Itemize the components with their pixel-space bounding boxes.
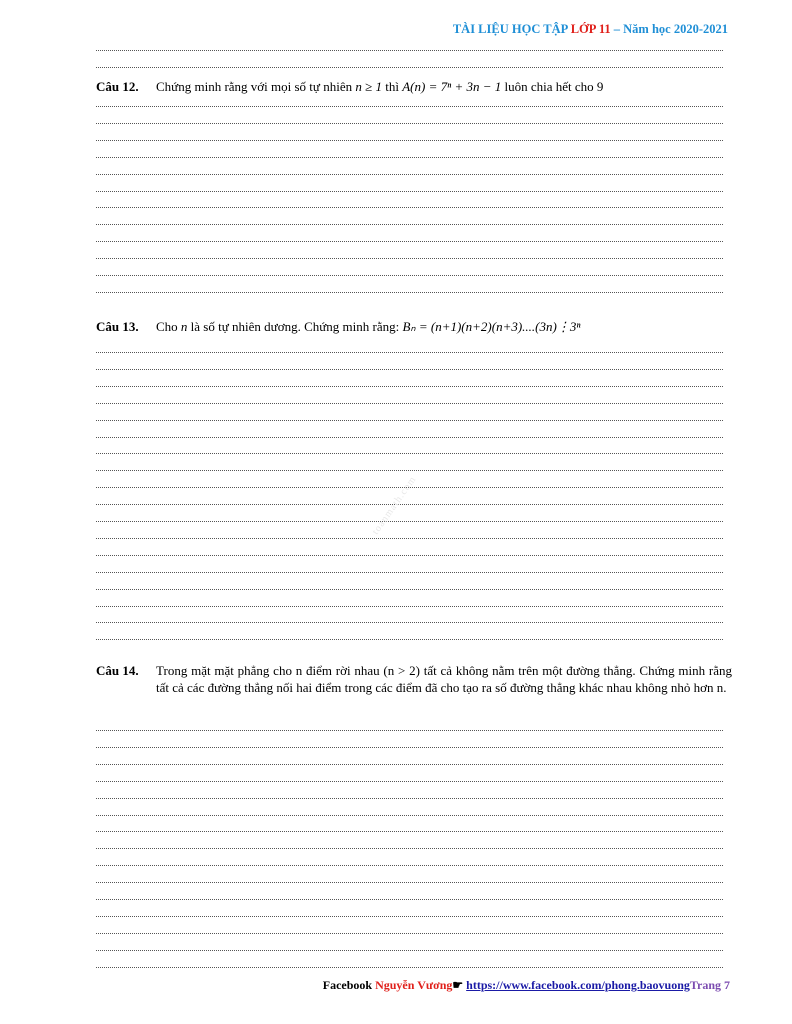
header-title: TÀI LIỆU HỌC TẬP — [452, 22, 568, 36]
answer-line — [96, 123, 723, 124]
question-text: Chứng minh rằng với mọi số tự nhiên — [156, 79, 353, 94]
answer-line — [96, 781, 723, 782]
answer-line — [96, 882, 723, 883]
answer-line — [96, 747, 723, 748]
question-text: là số tự nhiên dương. Chứng minh rằng: — [190, 319, 400, 334]
math-expression: n ≥ 1 — [355, 79, 382, 94]
answer-line — [96, 369, 723, 370]
math-expression: n — [180, 319, 188, 334]
answer-line — [96, 470, 723, 471]
answer-line — [96, 865, 723, 866]
answer-line — [96, 622, 723, 623]
answer-line — [96, 157, 723, 158]
question-label: Câu 13. — [96, 319, 139, 334]
answer-line — [96, 292, 723, 293]
answer-line — [96, 916, 723, 917]
question-13 — [96, 318, 732, 335]
answer-line — [96, 437, 723, 438]
answer-line — [96, 589, 723, 590]
answer-line — [96, 207, 723, 208]
answer-line — [96, 174, 723, 175]
answer-line — [96, 848, 723, 849]
answer-line — [96, 764, 723, 765]
answer-line — [96, 639, 723, 640]
answer-line — [96, 815, 723, 816]
question-text: luôn chia hết cho 9 — [504, 79, 604, 94]
question-label: Câu 12. — [96, 79, 139, 94]
answer-line — [96, 140, 723, 141]
math-expression: A(n) = 7ⁿ + 3n − 1 — [402, 79, 502, 94]
answer-line — [96, 352, 723, 353]
answer-line — [96, 967, 723, 968]
question-text: Trong mặt mặt phẳng cho n điểm rời nhau (n > 2) tất cả không nằm trên một đường thẳng. Chứng minh rằng tất cả các đường thẳng nối hai điểm trong các điểm đã cho tạo ra số đường thẳng khác nhau không nhỏ hơn n. — [156, 663, 732, 695]
pointer-hand-icon: ☛ — [452, 978, 464, 992]
page-header — [453, 22, 728, 37]
footer-facebook-label: Facebook — [322, 978, 373, 992]
answer-line — [96, 453, 723, 454]
answer-line — [96, 555, 723, 556]
answer-line — [96, 521, 723, 522]
page-number: 7 — [724, 978, 730, 992]
math-expression: Bₙ = (n+1)(n+2)(n+3)....(3n)⋮3ⁿ — [402, 319, 581, 334]
footer-author-name: Nguyễn Vương — [375, 978, 453, 992]
question-text: Cho — [156, 319, 178, 334]
answer-line — [96, 224, 723, 225]
answer-line — [96, 572, 723, 573]
answer-line — [96, 241, 723, 242]
header-grade: LỚP 11 — [570, 22, 611, 36]
answer-line — [96, 950, 723, 951]
watermark: toanmath.com — [370, 474, 419, 537]
question-12 — [96, 78, 732, 95]
question-text: thì — [385, 79, 399, 94]
answer-line — [96, 67, 723, 68]
answer-line — [96, 258, 723, 259]
answer-line — [96, 504, 723, 505]
answer-line — [96, 50, 723, 51]
answer-line — [96, 538, 723, 539]
answer-line — [96, 106, 723, 107]
answer-line — [96, 831, 723, 832]
answer-line — [96, 403, 723, 404]
answer-line — [96, 730, 723, 731]
answer-line — [96, 606, 723, 607]
answer-line — [96, 933, 723, 934]
question-14 — [96, 662, 732, 696]
answer-line — [96, 191, 723, 192]
header-year: – Năm học 2020-2021 — [613, 22, 728, 36]
answer-line — [96, 420, 723, 421]
answer-line — [96, 899, 723, 900]
answer-line — [96, 275, 723, 276]
facebook-link[interactable]: https://www.facebook.com/phong.baovuong — [466, 978, 690, 992]
question-label: Câu 14. — [96, 663, 139, 678]
footer-page-label: Trang — [689, 978, 721, 992]
page-footer — [323, 978, 730, 993]
answer-line — [96, 386, 723, 387]
answer-line — [96, 798, 723, 799]
